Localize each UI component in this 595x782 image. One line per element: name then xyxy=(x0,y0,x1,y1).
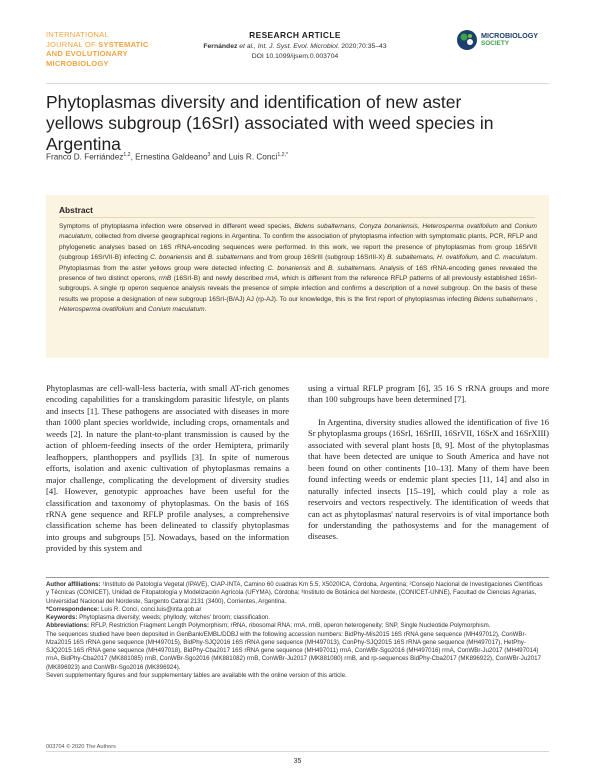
abstract-heading: Abstract xyxy=(59,205,93,215)
header-divider xyxy=(46,83,549,84)
body-paragraph: Phytoplasmas are cell-wall-less bacteria, with small AT-rich genomes encoding capabilities for a transkingdom parasitic lifestyle, on plants and insects [1]. These pathogens are associated with diseases in more than 1000 plant species worldwide, including crops, ornamentals and weeds [2]. In nature the plant-to-plant transmission is caused by the action of phloem-feeding insects of the order Hemiptera, primarily leafhoppers, planthoppers and psyllids [3]. In spite of numerous efforts, isolation and axenic cultivation of phytoplasmas remains a major challenge, complicating the development of diversity studies [4]. However, genotypic approaches have been useful for the classification and taxonomy of phytoplasmas. On the basis of 16S rRNA gene sequence and RFLP profile analyses, a comprehensive classification scheme has been delineated to classify phytoplasmas into groups and subgroups [5]. Nowadays, based on the information provided by this system and xyxy=(46,383,289,554)
microbiology-society-logo[interactable] xyxy=(455,27,565,57)
article-type: RESEARCH ARTICLE xyxy=(249,30,341,40)
author-2[interactable]: Ernestina Galdeano xyxy=(135,152,208,162)
page-number: 35 xyxy=(293,758,302,765)
journal-name xyxy=(46,30,186,68)
footnote-divider xyxy=(46,577,549,578)
body-paragraph: In Argentina, diversity studies allowed the identification of five 16 Sr phytoplasma groups (16SrI, 16SrIII, 16SrVII, 16SrX and 16SrXIII) associated with several plant hosts [8, 9]. Most of the phytoplasmas that have been detected are unique to South America and have not been found on other continents [10–13]. Many of them have been found infecting weeds or endemic plant species [11, 14] and also in naturally infected insects [15–19], which could play a role as reservoirs and vectors respectively. The identification of weeds that can act as phytoplasmas' natural reservoirs is of vital importance both for understanding the pathosystems and for the management of diseases. xyxy=(308,416,549,542)
society-emblem-icon xyxy=(455,27,479,53)
body-column-left xyxy=(46,383,289,555)
journal-name-line2: JOURNAL OF SYSTEMATIC xyxy=(46,39,149,49)
journal-name-line4: MICROBIOLOGY xyxy=(46,58,109,68)
body-paragraph: using a virtual RFLP program [6], 35 16 S rRNA groups and more than 100 subgroups have been determined [7]. xyxy=(308,383,549,405)
citation-line: Fernández et al., Int. J. Syst. Evol. Microbiol. 2020;70:35–43 xyxy=(203,43,387,50)
journal-name-line1: INTERNATIONAL xyxy=(46,30,109,39)
article-header xyxy=(180,30,410,60)
footer-divider xyxy=(46,751,549,752)
author-3[interactable]: Luis R. Conci xyxy=(228,152,278,162)
correspondence: *Correspondence: Luis R. Conci, conci.luis@inta.gob.ar xyxy=(46,605,202,613)
footnotes xyxy=(46,581,546,680)
author-affiliations: Author affiliations: ¹Instituto de Patología Vegetal (IPAVE), CIAP-INTA, Camino 60 cuadras Km 5.5, X5020ICA, Córdoba, Argentina; ²Consejo Nacional de Investigaciones Científicas y Técnicas (CONICET), Unidad de Fitopatología y Modelización Agrícola (UFYMA), Córdoba; ³Instituto de Botánica del Nordeste, (CONICET-UNNE), Facultad de Ciencias Agrarias, Universidad Nacional del Nordeste, Sargento Cabral 2131 (3400), Corrientes, Argentina. xyxy=(46,581,543,605)
logo-text: MICROBIOLOGY SOCIETY xyxy=(481,31,539,47)
abstract-text: Symptoms of phytoplasma infection were observed in different weed species, Bidens subalternans, Conyza bonariensis, Heterosperma ovatifolium and Conium maculatum, collected from diverse geographical regions in Argentina. To confirm the association of phytoplasma infection with symptomatic plants, PCR, RFLP and phylogenetic analyses based on 16S rRNA-encoding sequences were performed. In this work, we report the presence of phytoplasmas from group 16SrVII (subgroup 16SrVII-B) infecting C. bonariensis and B. subalternans and from group 16SrIII (subgroup 16SrIII-X) B. subalternans, H. ovatifolium, and C. maculatum. Phytoplasmas from the aster yellows group were detected infecting C. bonariensis and B. subalternans. Analysis of 16S rRNA-encoding genes revealed the presence of two distinct operons, rrnB (16SrI-B) and newly described rrnA, which is different from the reference RFLP patterns of all previously established 16SrI-subgroups. A single rp operon sequence analysis reveals the presence of simple infection and confirms a description of a novel subgroup. On the basis of these results we propose a designation of new subgroup 16SrI-(B/AJ) AJ (rp-AJ). To our knowledge, this is the first report of phytoplasmas infecting Bidens subalternans , Heterosperma ovatifolium and Conium maculatum. xyxy=(59,223,538,314)
copyright-notice: 003704 © 2020 The Authors xyxy=(46,744,116,750)
journal-name-line3: AND EVOLUTIONARY xyxy=(46,49,128,59)
body-column-right xyxy=(308,383,549,543)
author-1[interactable]: Franco D. Ferriández xyxy=(46,152,124,162)
article-title: Phytoplasmas diversity and identification of new aster yellows subgroup (16SrI) associated with weed species in Argentina xyxy=(46,92,494,154)
abbreviations: Abbreviations: RFLP, Restriction Fragment Length Polymorphism; rRNA, ribosomal RNA; rrnA, rrnB, operon heterogeneity; SNP, Single Nucleotide Polymorphism. xyxy=(46,622,491,630)
keywords: Keywords: Phytoplasma diversity; weeds; phyllody; witches' broom; classification. xyxy=(46,614,271,621)
author-list: Franco D. Ferriández$^{1,2}$, Ernestina Galdeano$^3$ and Luis R. Conci$^{1,2,*}$ xyxy=(46,152,288,162)
supplementary-note: Seven supplementary figures and four supplementary tables are available with the online version of this article. xyxy=(46,671,347,679)
abstract-divider xyxy=(59,217,535,218)
accession-numbers: The sequences studied have been deposited in GenBank/EMBL/DDBJ with the following accession numbers: BidPhy-Mis2015 16S rRNA gene sequence (MH497012), ConWBr-Mza2015 16S rRNA gene sequence (MH497015), BidPhy-SJQ2016 16S rRNA gene sequence (MH497013), ConPhy-SJQ2015 16S rRNA gene sequence (MH497017), HetPhy-SJQ2015 16S rRNA gene sequence (MH497018), BidPhy-Cba2017 16S rRNA gene sequence (MH497011) rrnA, ConWBr-Sgo2016 (MH497016) rrnA, ConWBr-Ju2017 (MH497014) rrnA, BidPhy-Cba2017 (MK881085) rrnB, ConWBr-Sgo2016 (MK881082) rrnB, ConWBr-Ju2017 (MK881080) rrnB, and rp-sequences BidPhy-Cba2017 (MK896922), ConWBr-Ju2017 (MK896923) and ConWBr-Sgo2016 (MK896924). xyxy=(46,630,541,671)
doi-link[interactable]: DOI 10.1099/ijsem.0.003704 xyxy=(251,53,339,60)
